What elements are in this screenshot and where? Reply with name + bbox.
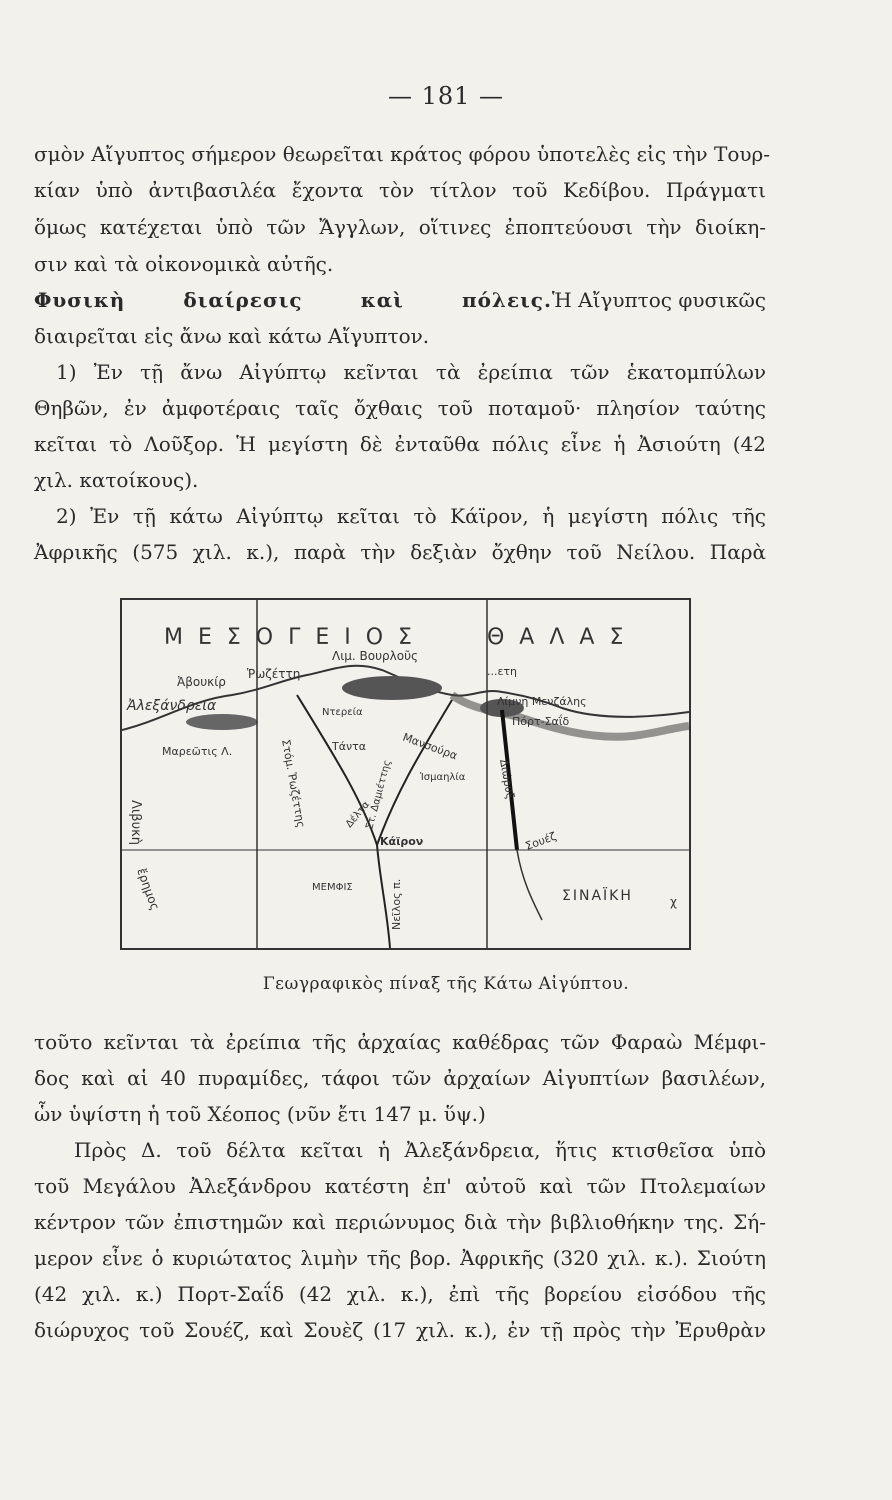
label-damietta: ...ετη	[487, 665, 518, 678]
label-diorychos: Διώρυξ	[497, 758, 517, 800]
map-lower-egypt	[120, 598, 691, 950]
text-line: ὧν ὑψίστη ἡ τοῦ Χέοπος (νῦν ἔτι 147 μ. ὕψ.)	[34, 1102, 486, 1126]
text-line: κίαν ὑπὸ ἀντιβασιλέα ἔχοντα τὸν τίτλον τοῦ Κεδίβου. Πράγματι	[34, 178, 766, 202]
text-line: δος καὶ αἱ 40 πυραμίδες, τάφοι τῶν ἀρχαίων Αἰγυπτίων βασιλέων,	[34, 1066, 766, 1090]
text-line: χιλ. κατοίκους).	[34, 468, 199, 492]
text-line: κέντρον τῶν ἐπιστημῶν καὶ περιώνυμος διὰ τὴν βιβλιοθήκην της. Σή-	[34, 1210, 766, 1234]
label-erimos: ἔρημος	[134, 866, 163, 913]
lake-mareotis	[186, 714, 258, 730]
text-line: μερον εἶνε ὁ κυριώτατος λιμὴν τῆς βορ. Ἀφρικῆς (320 χιλ. κ.). Σιούτη	[34, 1246, 766, 1270]
label-neilos: Νεῖλος π.	[390, 878, 403, 930]
text-line: Θηβῶν, ἐν ἀμφοτέραις ταῖς ὄχθαις τοῦ ποταμοῦ· πλησίον ταύτης	[34, 396, 766, 420]
text-line: (42 χιλ. κ.) Πορτ-Σαΐδ (42 χιλ. κ.), ἐπὶ τῆς βορείου εἰσόδου τῆς	[34, 1282, 766, 1306]
text-line: σιν καὶ τὰ οἰκονομικὰ αὐτῆς.	[34, 252, 334, 276]
text-line: 2) Ἐν τῇ κάτω Αἰγύπτῳ κεῖται τὸ Κάϊρον, ἡ μεγίστη πόλις τῆς	[56, 504, 766, 528]
label-ismailia: Ἰσμαηλία	[420, 772, 466, 783]
text-line: 1) Ἐν τῇ ἄνω Αἰγύπτῳ κεῖνται τὰ ἐρείπια τῶν ἑκατομπύλων	[56, 360, 766, 384]
label-stom-rozetti: Στόμ. Ῥωζέττης	[279, 738, 308, 829]
label-port-said: Πόρτ-Σαΐδ	[512, 715, 570, 728]
text-line: τοῦτο κεῖνται τὰ ἐρείπια τῆς ἀρχαίας καθέδρας τῶν Φαραὼ Μέμφι-	[34, 1030, 766, 1054]
label-tanta: Τάντα	[332, 740, 366, 753]
section-heading-continuation: Ἡ Αἴγυπτος φυσικῶς	[551, 288, 766, 312]
map-drawing	[122, 600, 689, 948]
label-nitria: Ντερεία	[322, 707, 363, 718]
text-line: τοῦ Μεγάλου Ἀλεξάνδρου κατέστη ἐπ' αὐτοῦ καὶ τῶν Πτολεμαίων	[34, 1174, 766, 1198]
section-heading: Φυσικὴ διαίρεσις καὶ πόλεις.	[34, 288, 552, 312]
label-lake-bourlous: Λιμ. Βουρλοῦς	[332, 649, 419, 663]
text-line: Πρὸς Δ. τοῦ δέλτα κεῖται ἡ Ἀλεξάνδρεια, ἥτις κτισθεῖσα ὑπὸ	[74, 1138, 766, 1162]
label-sea-2: Θ Α Λ Α Σ	[487, 625, 628, 650]
label-delta: Δέλτα	[343, 799, 373, 830]
text-line: ὅμως κατέχεται ὑπὸ τῶν Ἄγγλων, οἵτινες ἐποπτεύουσι τὴν διοίκη-	[34, 215, 766, 239]
label-mansoura: Μανσούρα	[400, 730, 460, 763]
sinai-boundary	[517, 850, 542, 920]
label-memphis: ΜΕΜΦΙΣ	[312, 882, 353, 893]
label-souez: Σουέζ	[523, 829, 559, 853]
text-line: διαιρεῖται εἰς ἄνω καὶ κάτω Αἴγυπτον.	[34, 324, 430, 348]
label-rozetti: Ῥωζέττη	[247, 667, 301, 681]
label-mareotis: Μαρεῶτις Λ.	[162, 745, 233, 758]
label-lake-menzaleh: Λίμνη Μενζάλης	[497, 695, 587, 708]
label-libyki: Λιβυκὴ	[128, 800, 143, 846]
label-sea: Μ Ε Σ Ο Γ Ε Ι Ο Σ	[164, 625, 416, 650]
map-caption: Γεωγραφικὸς πίναξ τῆς Κάτω Αἰγύπτου.	[262, 974, 630, 994]
text-line	[34, 286, 766, 314]
nile-main	[377, 845, 390, 948]
text-line: Ἀφρικῆς (575 χιλ. κ.), παρὰ τὴν δεξιὰν ὄχθην τοῦ Νείλου. Παρὰ	[34, 540, 766, 564]
label-aboukir: Ἀβουκίρ	[177, 675, 226, 689]
label-alexandreia: Ἀλεξάνδρεια	[127, 698, 217, 714]
label-kairon: Κάϊρον	[380, 835, 424, 848]
label-sinaiki: ΣΙΝΑΪΚΗ	[562, 888, 633, 904]
text-line: διώρυχος τοῦ Σουέζ, καὶ Σουὲζ (17 χιλ. κ.), ἐν τῇ πρὸς τὴν Ἐρυθρὰν	[34, 1318, 766, 1342]
label-x-mark: χ	[670, 895, 677, 909]
label-stom-damietis: Στ. Δαμιέττης	[364, 758, 394, 831]
text-line: σμὸν Αἴγυπτος σήμερον θεωρεῖται κράτος φόρου ὑποτελὲς εἰς τὴν Τουρ-	[34, 142, 771, 166]
page-number: — 181 —	[387, 82, 505, 110]
lake-bourlous	[342, 676, 442, 700]
text-line: κεῖται τὸ Λοῦξορ. Ἡ μεγίστη δὲ ἐνταῦθα πόλις εἶνε ἡ Ἀσιούτη (42	[34, 432, 766, 456]
